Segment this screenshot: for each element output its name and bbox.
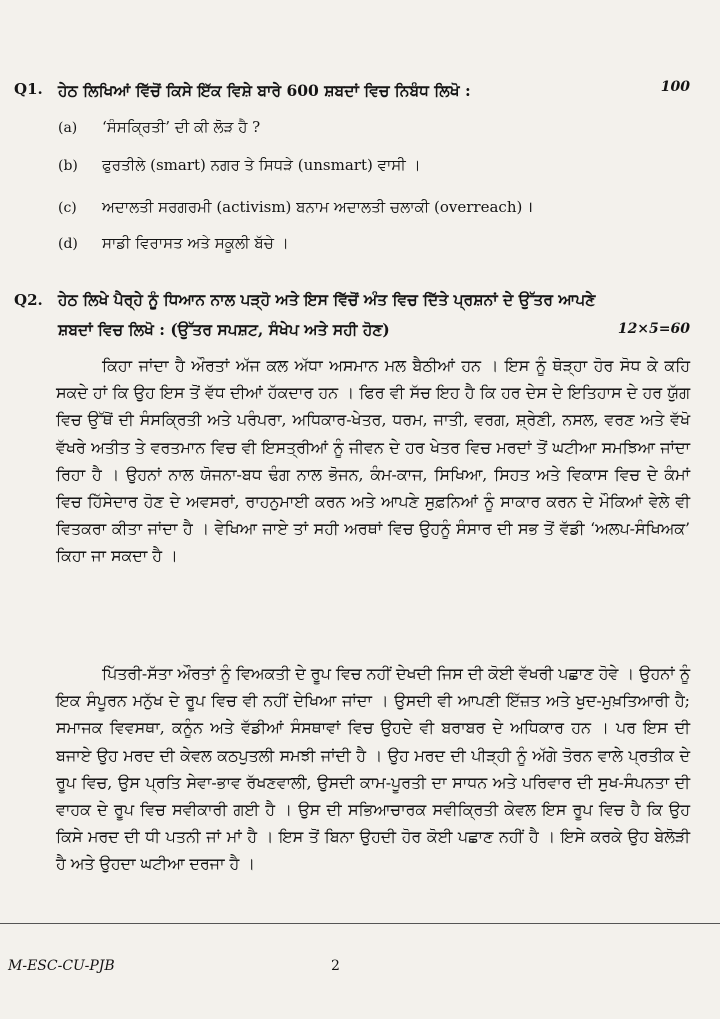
paper-code: M-ESC-CU-PJB	[8, 958, 115, 974]
option-b	[58, 156, 690, 174]
passage-paragraph-2: ਪਿੱਤਰੀ-ਸੱਤਾ ਔਰਤਾਂ ਨੂੰ ਵਿਅਕਤੀ ਦੇ ਰੂਪ ਵਿਚ ਨਹੀਂ ਦੇਖਦੀ ਜਿਸ ਦੀ ਕੋਈ ਵੱਖਰੀ ਪਛਾਣ ਹੋਵੇ । ਉਹਨਾਂ ਨੂੰ ਇਕ ਸੰਪੂਰਨ ਮਨੁੱਖ ਦੇ ਰੂਪ ਵਿਚ ਵੀ ਨਹੀਂ ਦੇਖਿਆ ਜਾਂਦਾ । ਉਸਦੀ ਵੀ ਆਪਣੀ ਇੱਜ਼ਤ ਅਤੇ ਖੁਦ-ਮੁਖ਼ਤਿਆਰੀ ਹੈ; ਸਮਾਜਕ ਵਿਵਸਥਾ, ਕਨੂੰਨ ਅਤੇ ਵੱਡੀਆਂ ਸੰਸਥਾਵਾਂ ਵਿਚ ਉਹਦੇ ਵੀ ਬਰਾਬਰ ਦੇ ਅਧਿਕਾਰ ਹਨ । ਪਰ ਇਸ ਦੀ ਬਜਾਏ ਉਹ ਮਰਦ ਦੀ ਕੇਵਲ ਕਠਪੁਤਲੀ ਸਮਝੀ ਜਾਂਦੀ ਹੈ । ਉਹ ਮਰਦ ਦੀ ਪੀੜ੍ਹੀ ਨੂੰ ਅੱਗੇ ਤੋਰਨ ਵਾਲੇ ਪ੍ਰਤੀਕ ਦੇ ਰੂਪ ਵਿਚ, ਉਸ ਪ੍ਰਤਿ ਸੇਵਾ-ਭਾਵ ਰੱਖਣਵਾਲੀ, ਉਸਦੀ ਕਾਮ-ਪੂਰਤੀ ਦਾ ਸਾਧਨ ਅਤੇ ਪਰਿਵਾਰ ਦੀ ਸੁਖ-ਸੰਪਨਤਾ ਦੀ ਵਾਹਕ ਦੇ ਰੂਪ ਵਿਚ ਸਵੀਕਾਰੀ ਗਈ ਹੈ । ਉਸ ਦੀ ਸਭਿਆਚਾਰਕ ਸਵੀਕ੍ਰਿਤੀ ਕੇਵਲ ਇਸ ਰੂਪ ਵਿਚ ਹੈ ਕਿ ਉਹ ਕਿਸੇ ਮਰਦ ਦੀ ਧੀ ਪਤਨੀ ਜਾਂ ਮਾਂ ਹੈ । ਇਸ ਤੋਂ ਬਿਨਾ ਉਹਦੀ ਹੋਰ ਕੋਈ ਪਛਾਣ ਨਹੀਂ ਹੈ । ਇਸੇ ਕਰਕੇ ਉਹ ਬੇਲੋੜੀ ਹੈ ਅਤੇ ਉਹਦਾ ਘਟੀਆ ਦਰਜਾ ਹੈ ।	[56, 664, 690, 874]
question-number: Q2.	[14, 291, 43, 309]
footer-divider	[0, 923, 720, 924]
question-marks: 12×5=60	[617, 321, 690, 337]
option-label: (b)	[58, 158, 78, 174]
option-text: ਸਾਡੀ ਵਿਰਾਸਤ ਅਤੇ ਸਕੂਲੀ ਬੱਚੇ ।	[102, 234, 289, 252]
question-marks: 100	[660, 79, 690, 95]
option-text: ਫੁਰਤੀਲੇ (smart) ਨਗਰ ਤੇ ਸਿਧੜੇ (unsmart) ਵਾਸੀ ।	[102, 156, 421, 174]
question-2	[14, 285, 690, 347]
option-d	[58, 234, 690, 252]
passage-paragraph-1: ਕਿਹਾ ਜਾਂਦਾ ਹੈ ਔਰਤਾਂ ਅੱਜ ਕਲ ਅੱਧਾ ਅਸਮਾਨ ਮਲ ਬੈਠੀਆਂ ਹਨ । ਇਸ ਨੂੰ ਥੋੜ੍ਹਾ ਹੋਰ ਸੋਧ ਕੇ ਕਹਿ ਸਕਦੇ ਹਾਂ ਕਿ ਉਹ ਇਸ ਤੋਂ ਵੱਧ ਦੀਆਂ ਹੱਕਦਾਰ ਹਨ । ਫਿਰ ਵੀ ਸੱਚ ਇਹ ਹੈ ਕਿ ਹਰ ਦੇਸ ਦੇ ਇਤਿਹਾਸ ਦੇ ਹਰ ਯੁੱਗ ਵਿਚ ਉੱਥੋਂ ਦੀ ਸੰਸਕ੍ਰਿਤੀ ਅਤੇ ਪਰੰਪਰਾ, ਅਧਿਕਾਰ-ਖੇਤਰ, ਧਰਮ, ਜਾਤੀ, ਵਰਗ, ਸ਼੍ਰੇਣੀ, ਨਸਲ, ਵਰਣ ਅਤੇ ਵੱਖੋ ਵੱਖਰੇ ਅਤੀਤ ਤੇ ਵਰਤਮਾਨ ਵਿਚ ਵੀ ਇਸਤ੍ਰੀਆਂ ਨੂੰ ਜੀਵਨ ਦੇ ਹਰ ਖੇਤਰ ਵਿਚ ਮਰਦਾਂ ਤੋਂ ਘਟੀਆ ਸਮਝਿਆ ਜਾਂਦਾ ਰਿਹਾ ਹੈ । ਉਹਨਾਂ ਨਾਲ ਯੋਜਨਾ-ਬਧ ਢੰਗ ਨਾਲ ਭੋਜਨ, ਕੰਮ-ਕਾਜ, ਸਿਖਿਆ, ਸਿਹਤ ਅਤੇ ਵਿਕਾਸ ਵਿਚ ਦੇ ਕੰਮਾਂ ਵਿਚ ਹਿੱਸੇਦਾਰ ਹੋਣ ਦੇ ਅਵਸਰਾਂ, ਰਾਹਨੁਮਾਈ ਕਰਨ ਅਤੇ ਆਪਣੇ ਸੁਫ਼ਨਿਆਂ ਨੂੰ ਸਾਕਾਰ ਕਰਨ ਦੇ ਮੌਕਿਆਂ ਵੇਲੇ ਵੀ ਵਿਤਕਰਾ ਕੀਤਾ ਜਾਂਦਾ ਹੈ । ਵੇਖਿਆ ਜਾਏ ਤਾਂ ਸਹੀ ਅਰਥਾਂ ਵਿਚ ਉਹਨੂੰ ਸੰਸਾਰ ਦੀ ਸਭ ਤੋਂ ਵੱਡੀ ‘ਅਲਪ-ਸੰਖਿਅਕ’ ਕਿਹਾ ਜਾ ਸਕਦਾ ਹੈ ।	[56, 356, 690, 566]
option-label: (a)	[58, 120, 78, 136]
option-label: (d)	[58, 236, 78, 252]
page-number: 2	[331, 958, 340, 974]
question-number: Q1.	[14, 80, 43, 98]
option-a	[58, 118, 690, 136]
option-c	[58, 197, 690, 217]
option-text: ਅਦਾਲਤੀ ਸਰਗਰਮੀ (activism) ਬਨਾਮ ਅਦਾਲਤੀ ਚਲਾਕੀ (overreach) ।	[102, 198, 533, 216]
question-text: ਹੇਠ ਲਿਖਿਆਂ ਵਿੱਚੋਂ ਕਿਸੇ ਇੱਕ ਵਿਸ਼ੇ ਬਾਰੇ 600 ਸ਼ਬਦਾਂ ਵਿਚ ਨਿਬੰਧ ਲਿਖੋ :	[58, 81, 471, 100]
option-label: (c)	[58, 200, 77, 216]
option-text: ‘ਸੰਸਕ੍ਰਿਤੀ’ ਦੀ ਕੀ ਲੋੜ ਹੈ ?	[102, 118, 261, 136]
question-text: ਹੇਠ ਲਿਖੇ ਪੈਰ੍ਹੇ ਨੂੰ ਧਿਆਨ ਨਾਲ ਪੜ੍ਹੋ ਅਤੇ ਇਸ ਵਿੱਚੋਂ ਅੰਤ ਵਿਚ ਦਿੱਤੇ ਪ੍ਰਸ਼ਨਾਂ ਦੇ ਉੱਤਰ ਆਪਣੇ ਸ਼ਬਦਾਂ ਵਿਚ ਲਿਖੋ : (ਉੱਤਰ ਸਪਸ਼ਟ, ਸੰਖੇਪ ਅਤੇ ਸਹੀ ਹੋਣ)	[58, 290, 596, 339]
